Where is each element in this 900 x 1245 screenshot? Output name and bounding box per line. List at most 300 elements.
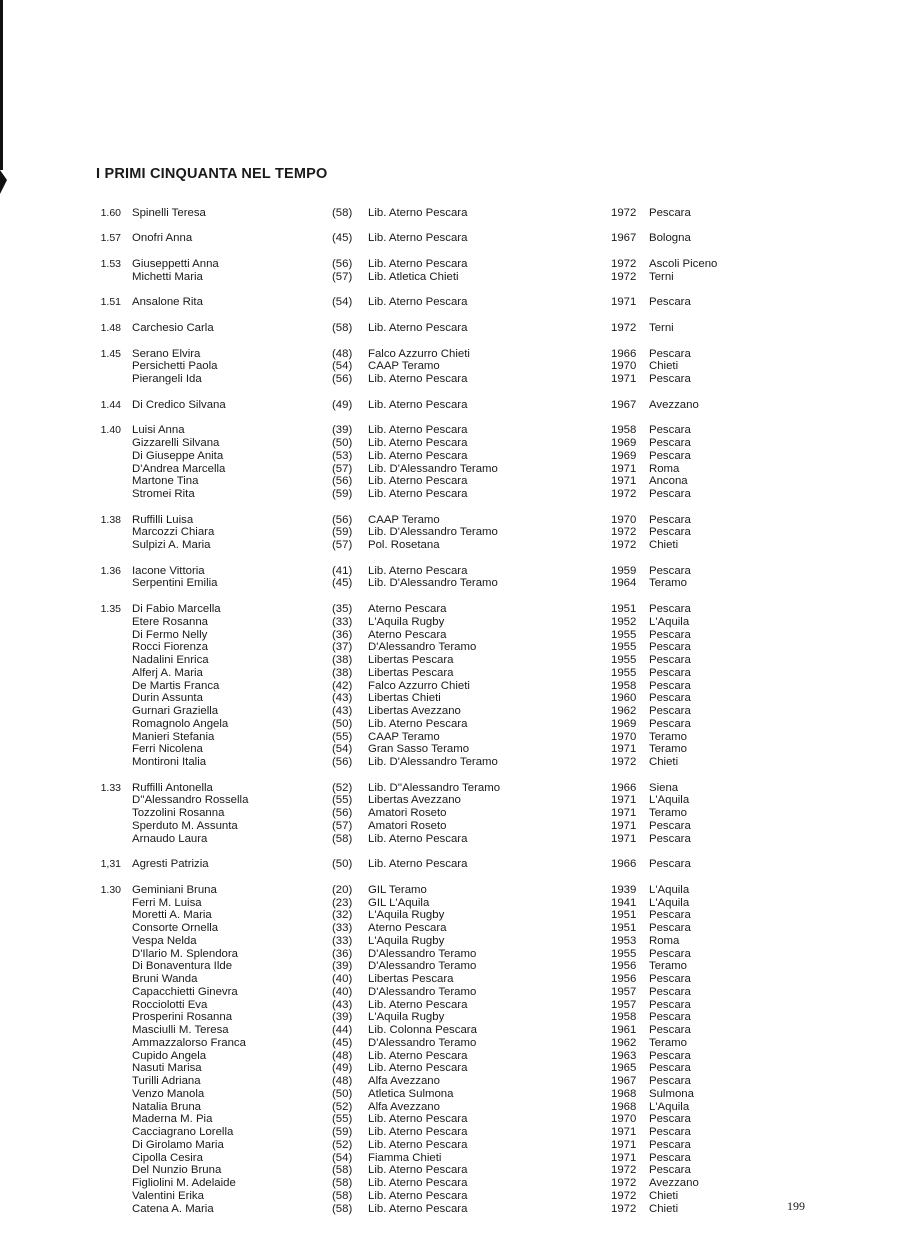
record-city: Avezzano — [649, 1177, 699, 1190]
record-city: Pescara — [649, 513, 691, 526]
record-city: Ascoli Piceno — [649, 258, 718, 271]
birth-year: (56) — [332, 807, 353, 820]
birth-year: (48) — [332, 1075, 353, 1088]
record-year: 1971 — [611, 1151, 637, 1164]
record-year: 1963 — [611, 1049, 637, 1062]
birth-year: (33) — [332, 615, 353, 628]
page-title: I PRIMI CINQUANTA NEL TEMPO — [96, 166, 328, 182]
birth-year: (45) — [332, 577, 353, 590]
record-city: Pescara — [649, 296, 691, 309]
athlete-name: Di Fabio Marcella — [132, 603, 221, 616]
athlete-row — [90, 667, 830, 680]
club-name: Lib. Atletica Chieti — [368, 270, 459, 283]
birth-year: (54) — [332, 296, 353, 309]
club-name: Lib. Aterno Pescara — [368, 1177, 468, 1190]
record-city: Sulmona — [649, 1087, 694, 1100]
record-city: Pescara — [649, 998, 691, 1011]
athlete-row — [90, 986, 830, 999]
athlete-row — [90, 731, 830, 744]
birth-year: (39) — [332, 424, 353, 437]
athlete-name: Gizzarelli Silvana — [132, 437, 220, 449]
record-year: 1972 — [611, 270, 637, 283]
club-name: Libertas Pescara — [368, 973, 454, 986]
club-name: Alfa Avezzano — [368, 1075, 440, 1088]
birth-year: (52) — [332, 781, 353, 794]
height-group — [90, 395, 830, 412]
club-name: Lib. Aterno Pescara — [368, 1062, 468, 1075]
record-year: 1962 — [611, 1036, 637, 1049]
athlete-row — [90, 820, 830, 833]
record-city: Pescara — [649, 654, 691, 667]
athlete-name: Cupido Angela — [132, 1049, 207, 1062]
club-name: Lib. Aterno Pescara — [368, 424, 468, 437]
birth-year: (54) — [332, 360, 353, 373]
club-name: CAAP Teramo — [368, 730, 440, 743]
athlete-row — [90, 271, 830, 284]
athlete-name: Catena A. Maria — [132, 1202, 214, 1215]
club-name: D'Alessandro Teramo — [368, 960, 477, 973]
record-year: 1971 — [611, 462, 637, 475]
record-year: 1962 — [611, 705, 637, 718]
record-city: Ancona — [649, 475, 688, 488]
athlete-row — [90, 1037, 830, 1050]
record-city: Chieti — [649, 360, 679, 373]
birth-year: (37) — [332, 641, 353, 654]
record-year: 1972 — [611, 1202, 637, 1215]
record-year: 1972 — [611, 539, 637, 552]
club-name: Lib. Aterno Pescara — [368, 998, 468, 1011]
record-city: Pescara — [649, 628, 691, 641]
athlete-row — [90, 1011, 830, 1024]
record-city: Bologna — [649, 232, 691, 245]
athlete-name: Sperduto M. Assunta — [132, 819, 238, 832]
birth-year: (50) — [332, 1087, 353, 1100]
record-year: 1972 — [611, 258, 637, 271]
birth-year: (56) — [332, 258, 353, 271]
record-city: Pescara — [649, 1049, 691, 1062]
club-name: Lib. Aterno Pescara — [368, 206, 468, 219]
record-city: Pescara — [649, 424, 691, 437]
athlete-row — [90, 1152, 830, 1165]
club-name: Lib. D'Alessandro Teramo — [368, 526, 498, 539]
record-year: 1955 — [611, 654, 637, 667]
record-city: Pescara — [649, 1113, 691, 1126]
athlete-name: Nasuti Marisa — [132, 1062, 202, 1075]
athlete-row — [90, 1050, 830, 1063]
birth-year: (55) — [332, 1113, 353, 1126]
club-name: Lib. Colonna Pescara — [368, 1024, 477, 1037]
record-year: 1964 — [611, 577, 637, 590]
record-city: Pescara — [649, 858, 691, 871]
birth-year: (38) — [332, 666, 353, 679]
birth-year: (42) — [332, 679, 353, 692]
club-name: L'Aquila Rugby — [368, 934, 445, 947]
club-name: CAAP Teramo — [368, 513, 440, 526]
athlete-row — [90, 794, 830, 807]
athlete-name: Capacchietti Ginevra — [132, 985, 238, 998]
athlete-name: Consorte Ornella — [132, 922, 219, 935]
birth-year: (58) — [332, 1202, 353, 1215]
club-name: Lib. Aterno Pescara — [368, 1126, 468, 1139]
birth-year: (54) — [332, 743, 353, 756]
record-year: 1969 — [611, 449, 637, 462]
record-city: Pescara — [649, 564, 691, 577]
athlete-row — [90, 1088, 830, 1101]
athlete-row — [90, 577, 830, 590]
birth-year: (43) — [332, 998, 353, 1011]
athlete-name: Figliolini M. Adelaide — [132, 1177, 236, 1190]
birth-year: (23) — [332, 896, 353, 909]
record-year: 1970 — [611, 730, 637, 743]
height-group — [90, 599, 830, 769]
record-city: Pescara — [649, 488, 691, 500]
athlete-row — [90, 922, 830, 935]
record-city: Pescara — [649, 1138, 691, 1151]
record-city: Siena — [649, 781, 679, 794]
record-city: Pescara — [649, 973, 691, 986]
athlete-row — [90, 807, 830, 820]
athlete-name: Alferj A. Maria — [132, 666, 203, 679]
athlete-name: Rocci Fiorenza — [132, 641, 208, 654]
record-year: 1969 — [611, 717, 637, 730]
record-year: 1971 — [611, 819, 637, 832]
height-value: 1.48 — [100, 321, 121, 334]
record-year: 1970 — [611, 1113, 637, 1126]
athlete-row — [90, 207, 830, 220]
record-year: 1956 — [611, 960, 637, 973]
height-value: 1.36 — [100, 564, 121, 577]
club-name: Falco Azzurro Chieti — [368, 347, 470, 360]
athlete-name: Ansalone Rita — [132, 296, 203, 309]
athlete-row — [90, 1101, 830, 1114]
record-year: 1971 — [611, 794, 637, 807]
record-year: 1956 — [611, 973, 637, 986]
club-name: L'Aquila Rugby — [368, 615, 445, 628]
record-year: 1968 — [611, 1087, 637, 1100]
birth-year: (59) — [332, 526, 353, 539]
height-group — [90, 229, 830, 246]
record-year: 1972 — [611, 756, 637, 769]
athlete-name: Ruffilli Antonella — [132, 781, 213, 794]
club-name: Lib. Aterno Pescara — [368, 232, 468, 245]
club-name: Libertas Chieti — [368, 692, 441, 705]
athlete-row — [90, 858, 830, 871]
record-year: 1970 — [611, 360, 637, 373]
birth-year: (58) — [332, 832, 353, 845]
record-year: 1966 — [611, 347, 637, 360]
athlete-name: Giuseppetti Anna — [132, 258, 219, 271]
height-group — [90, 854, 830, 871]
record-city: L'Aquila — [649, 794, 690, 807]
athlete-row — [90, 973, 830, 986]
height-value: 1.38 — [100, 513, 121, 526]
athlete-row — [90, 909, 830, 922]
club-name: Atletica Sulmona — [368, 1087, 454, 1100]
record-city: Terni — [649, 321, 674, 334]
club-name: Amatori Roseto — [368, 807, 447, 820]
club-name: Lib. D'Alessandro Teramo — [368, 462, 498, 475]
club-name: Pol. Rosetana — [368, 539, 440, 552]
birth-year: (52) — [332, 1100, 353, 1113]
club-name: Lib. Aterno Pescara — [368, 1202, 468, 1215]
record-city: Pescara — [649, 526, 691, 539]
athlete-row — [90, 488, 830, 501]
athlete-row — [90, 705, 830, 718]
athlete-row — [90, 654, 830, 667]
birth-year: (33) — [332, 922, 353, 935]
height-value: 1.33 — [100, 781, 121, 794]
record-year: 1955 — [611, 641, 637, 654]
athlete-name: Michetti Maria — [132, 270, 203, 283]
record-year: 1959 — [611, 564, 637, 577]
club-name: Lib. Aterno Pescara — [368, 296, 468, 309]
height-group — [90, 510, 830, 552]
record-year: 1958 — [611, 1011, 637, 1024]
record-year: 1971 — [611, 373, 637, 386]
record-city: Chieti — [649, 756, 679, 769]
athlete-name: Maderna M. Pia — [132, 1113, 213, 1126]
athlete-row — [90, 948, 830, 961]
height-value: 1.53 — [100, 258, 121, 271]
club-name: GIL Teramo — [368, 883, 427, 896]
record-city: Pescara — [649, 1075, 691, 1088]
athlete-row — [90, 999, 830, 1012]
athlete-row — [90, 782, 830, 795]
record-city: Pescara — [649, 819, 691, 832]
athlete-name: Marcozzi Chiara — [132, 526, 215, 539]
record-year: 1967 — [611, 398, 637, 411]
athlete-row — [90, 565, 830, 578]
birth-year: (59) — [332, 1126, 353, 1139]
athlete-row — [90, 756, 830, 769]
club-name: Lib. Aterno Pescara — [368, 564, 468, 577]
record-city: Pescara — [649, 922, 691, 935]
birth-year: (20) — [332, 883, 353, 896]
birth-year: (59) — [332, 488, 353, 500]
birth-year: (36) — [332, 947, 353, 960]
birth-year: (49) — [332, 398, 353, 411]
record-city: Pescara — [649, 206, 691, 219]
club-name: L'Aquila Rugby — [368, 909, 445, 922]
birth-year: (33) — [332, 934, 353, 947]
club-name: Lib. D'Alessandro Teramo — [368, 756, 498, 769]
birth-year: (50) — [332, 717, 353, 730]
birth-year: (58) — [332, 1189, 353, 1202]
athlete-row — [90, 935, 830, 948]
birth-year: (39) — [332, 960, 353, 973]
athlete-name: Geminiani Bruna — [132, 883, 217, 896]
athlete-name: De Martis Franca — [132, 679, 220, 692]
athlete-name: Etere Rosanna — [132, 615, 208, 628]
birth-year: (56) — [332, 475, 353, 488]
record-city: Pescara — [649, 985, 691, 998]
record-city: Pescara — [649, 1126, 691, 1139]
athlete-name: Di Credico Silvana — [132, 398, 226, 411]
club-name: Lib. Aterno Pescara — [368, 449, 468, 462]
athlete-name: Del Nunzio Bruna — [132, 1164, 222, 1177]
athlete-name: Gurnari Graziella — [132, 705, 219, 718]
athlete-row — [90, 232, 830, 245]
height-value: 1.57 — [100, 232, 121, 245]
athlete-row — [90, 616, 830, 629]
birth-year: (36) — [332, 628, 353, 641]
athlete-row — [90, 629, 830, 642]
athlete-name: Moretti A. Maria — [132, 909, 212, 922]
club-name: Libertas Pescara — [368, 666, 454, 679]
ranking-table — [90, 203, 830, 1215]
club-name: Aterno Pescara — [368, 603, 447, 616]
record-city: Pescara — [649, 347, 691, 360]
birth-year: (58) — [332, 321, 353, 334]
height-group — [90, 293, 830, 310]
club-name: Lib. Aterno Pescara — [368, 321, 468, 334]
athlete-row — [90, 437, 830, 450]
athlete-row — [90, 718, 830, 731]
club-name: Lib. Aterno Pescara — [368, 398, 468, 411]
birth-year: (38) — [332, 654, 353, 667]
height-group — [90, 778, 830, 846]
club-name: Lib. D'Alessandro Teramo — [368, 577, 498, 590]
club-name: Fiamma Chieti — [368, 1151, 442, 1164]
record-city: Pescara — [649, 679, 691, 692]
athlete-name: Agresti Patrizia — [132, 858, 209, 871]
club-name: Lib. Aterno Pescara — [368, 858, 468, 871]
club-name: D'Alessandro Teramo — [368, 985, 477, 998]
athlete-row — [90, 1177, 830, 1190]
club-name: Gran Sasso Teramo — [368, 743, 470, 756]
birth-year: (58) — [332, 1164, 353, 1177]
athlete-name: Rocciolotti Eva — [132, 998, 208, 1011]
record-city: Pescara — [649, 1011, 691, 1024]
club-name: Lib. Aterno Pescara — [368, 1113, 468, 1126]
birth-year: (58) — [332, 206, 353, 219]
record-city: Chieti — [649, 1189, 679, 1202]
birth-year: (55) — [332, 730, 353, 743]
club-name: CAAP Teramo — [368, 360, 440, 373]
athlete-row — [90, 322, 830, 335]
club-name: Aterno Pescara — [368, 922, 447, 935]
athlete-name: Montironi Italia — [132, 756, 207, 769]
record-year: 1965 — [611, 1062, 637, 1075]
record-year: 1971 — [611, 296, 637, 309]
athlete-name: Valentini Erika — [132, 1189, 204, 1202]
record-year: 1960 — [611, 692, 637, 705]
club-name: Lib. Aterno Pescara — [368, 717, 468, 730]
height-value: 1,31 — [100, 858, 121, 871]
record-city: Pescara — [649, 909, 691, 922]
athlete-row — [90, 475, 830, 488]
athlete-name: Di Giuseppe Anita — [132, 449, 224, 462]
height-group — [90, 420, 830, 500]
athlete-row — [90, 960, 830, 973]
record-city: Chieti — [649, 539, 679, 552]
height-value: 1.44 — [100, 398, 121, 411]
athlete-row — [90, 680, 830, 693]
athlete-row — [90, 1062, 830, 1075]
athlete-name: Arnaudo Laura — [132, 832, 208, 845]
record-city: Pescara — [649, 1151, 691, 1164]
height-value: 1.30 — [100, 883, 121, 896]
record-city: Teramo — [649, 730, 687, 743]
athlete-name: Sulpizi A. Maria — [132, 539, 211, 552]
athlete-name: Turilli Adriana — [132, 1075, 201, 1088]
birth-year: (57) — [332, 270, 353, 283]
record-city: Pescara — [649, 449, 691, 462]
athlete-name: Serpentini Emilia — [132, 577, 218, 590]
athlete-row — [90, 897, 830, 910]
athlete-row — [90, 424, 830, 437]
athlete-row — [90, 450, 830, 463]
athlete-row — [90, 1164, 830, 1177]
athlete-name: Iacone Vittoria — [132, 564, 205, 577]
athlete-row — [90, 833, 830, 846]
athlete-row — [90, 526, 830, 539]
record-year: 1971 — [611, 807, 637, 820]
club-name: Lib. Aterno Pescara — [368, 832, 468, 845]
record-year: 1966 — [611, 858, 637, 871]
athlete-name: Tozzolini Rosanna — [132, 807, 225, 820]
height-group — [90, 561, 830, 590]
athlete-row — [90, 360, 830, 373]
birth-year: (41) — [332, 564, 353, 577]
athlete-row — [90, 1203, 830, 1216]
athlete-row — [90, 399, 830, 412]
record-year: 1961 — [611, 1024, 637, 1037]
athlete-name: Spinelli Teresa — [132, 206, 206, 219]
athlete-name: D'Andrea Marcella — [132, 462, 226, 475]
record-city: Teramo — [649, 807, 687, 820]
birth-year: (35) — [332, 603, 353, 616]
record-city: Pescara — [649, 437, 691, 449]
record-year: 1951 — [611, 603, 637, 616]
athlete-row — [90, 641, 830, 654]
athlete-name: Stromei Rita — [132, 488, 195, 500]
record-year: 1971 — [611, 1126, 637, 1139]
page-number: 199 — [787, 1199, 805, 1213]
record-city: L'Aquila — [649, 883, 690, 896]
record-city: Pescara — [649, 373, 691, 386]
birth-year: (44) — [332, 1024, 353, 1037]
club-name: Libertas Avezzano — [368, 705, 461, 718]
birth-year: (43) — [332, 705, 353, 718]
height-group — [90, 318, 830, 335]
athlete-row — [90, 1075, 830, 1088]
athlete-row — [90, 463, 830, 476]
birth-year: (50) — [332, 858, 353, 871]
record-year: 1972 — [611, 1189, 637, 1202]
record-city: Roma — [649, 462, 680, 475]
birth-year: (40) — [332, 973, 353, 986]
club-name: Libertas Avezzano — [368, 794, 461, 807]
athlete-name: Onofri Anna — [132, 232, 193, 245]
record-year: 1951 — [611, 922, 637, 935]
birth-year: (32) — [332, 909, 353, 922]
athlete-name: Cacciagrano Lorella — [132, 1126, 234, 1139]
birth-year: (57) — [332, 819, 353, 832]
record-city: Teramo — [649, 1036, 687, 1049]
record-city: Teramo — [649, 960, 687, 973]
record-city: Pescara — [649, 603, 691, 616]
birth-year: (56) — [332, 373, 353, 386]
record-year: 1972 — [611, 321, 637, 334]
birth-year: (40) — [332, 985, 353, 998]
record-year: 1970 — [611, 513, 637, 526]
record-year: 1955 — [611, 947, 637, 960]
record-year: 1972 — [611, 488, 637, 500]
record-city: Pescara — [649, 705, 691, 718]
athlete-name: Persichetti Paola — [132, 360, 218, 373]
club-name: Lib. Aterno Pescara — [368, 1189, 468, 1202]
